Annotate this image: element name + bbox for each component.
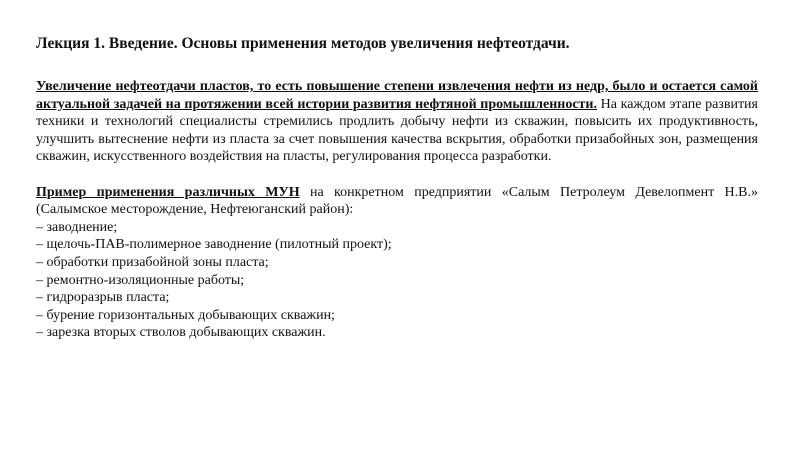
slide-body	[36, 78, 758, 342]
example-paragraph	[36, 184, 758, 219]
intro-body-text: На каждом этапе развития техники и технологий специалисты стремились продлить добычу нефти из скважин, повысить их продуктивность, улучшить вытеснение нефти из пласта за счет повышения качества вскрытия, обработки призабойных зон, размещения скважин, искусственного воздействия на пласты, регулирования процесса разработки.	[36, 96, 758, 165]
example-body-text: на конкретном предприятии «Салым Петролеум Девелопмент Н.В.» (Салымское месторождение, Нефтеюганский район):	[36, 184, 758, 218]
list-item: – заводнение;	[36, 219, 118, 235]
list-item: – бурение горизонтальных добывающих скважин;	[36, 307, 335, 323]
intro-paragraph	[36, 78, 758, 166]
methods-list	[36, 219, 758, 342]
list-item: – щелочь-ПАВ-полимерное заводнение (пилотный проект);	[36, 237, 392, 253]
slide-title: Лекция 1. Введение. Основы применения методов увеличения нефтеотдачи.	[36, 35, 570, 52]
list-item: – гидроразрыв пласта;	[36, 290, 170, 306]
list-item: – ремонтно-изоляционные работы;	[36, 272, 245, 288]
paragraph-spacer	[36, 166, 758, 184]
example-lead-text: Пример применения различных МУН	[36, 184, 300, 200]
intro-lead-text: Увеличение нефтеотдачи пластов, то есть повышение степени извлечения нефти из недр, было и остается самой актуальной задачей на протяжении всей истории развития нефтяной промышленности.	[36, 79, 758, 112]
list-item: – зарезка вторых стволов добывающих скважин.	[36, 325, 326, 341]
list-item: – обработки призабойной зоны пласта;	[36, 254, 269, 270]
